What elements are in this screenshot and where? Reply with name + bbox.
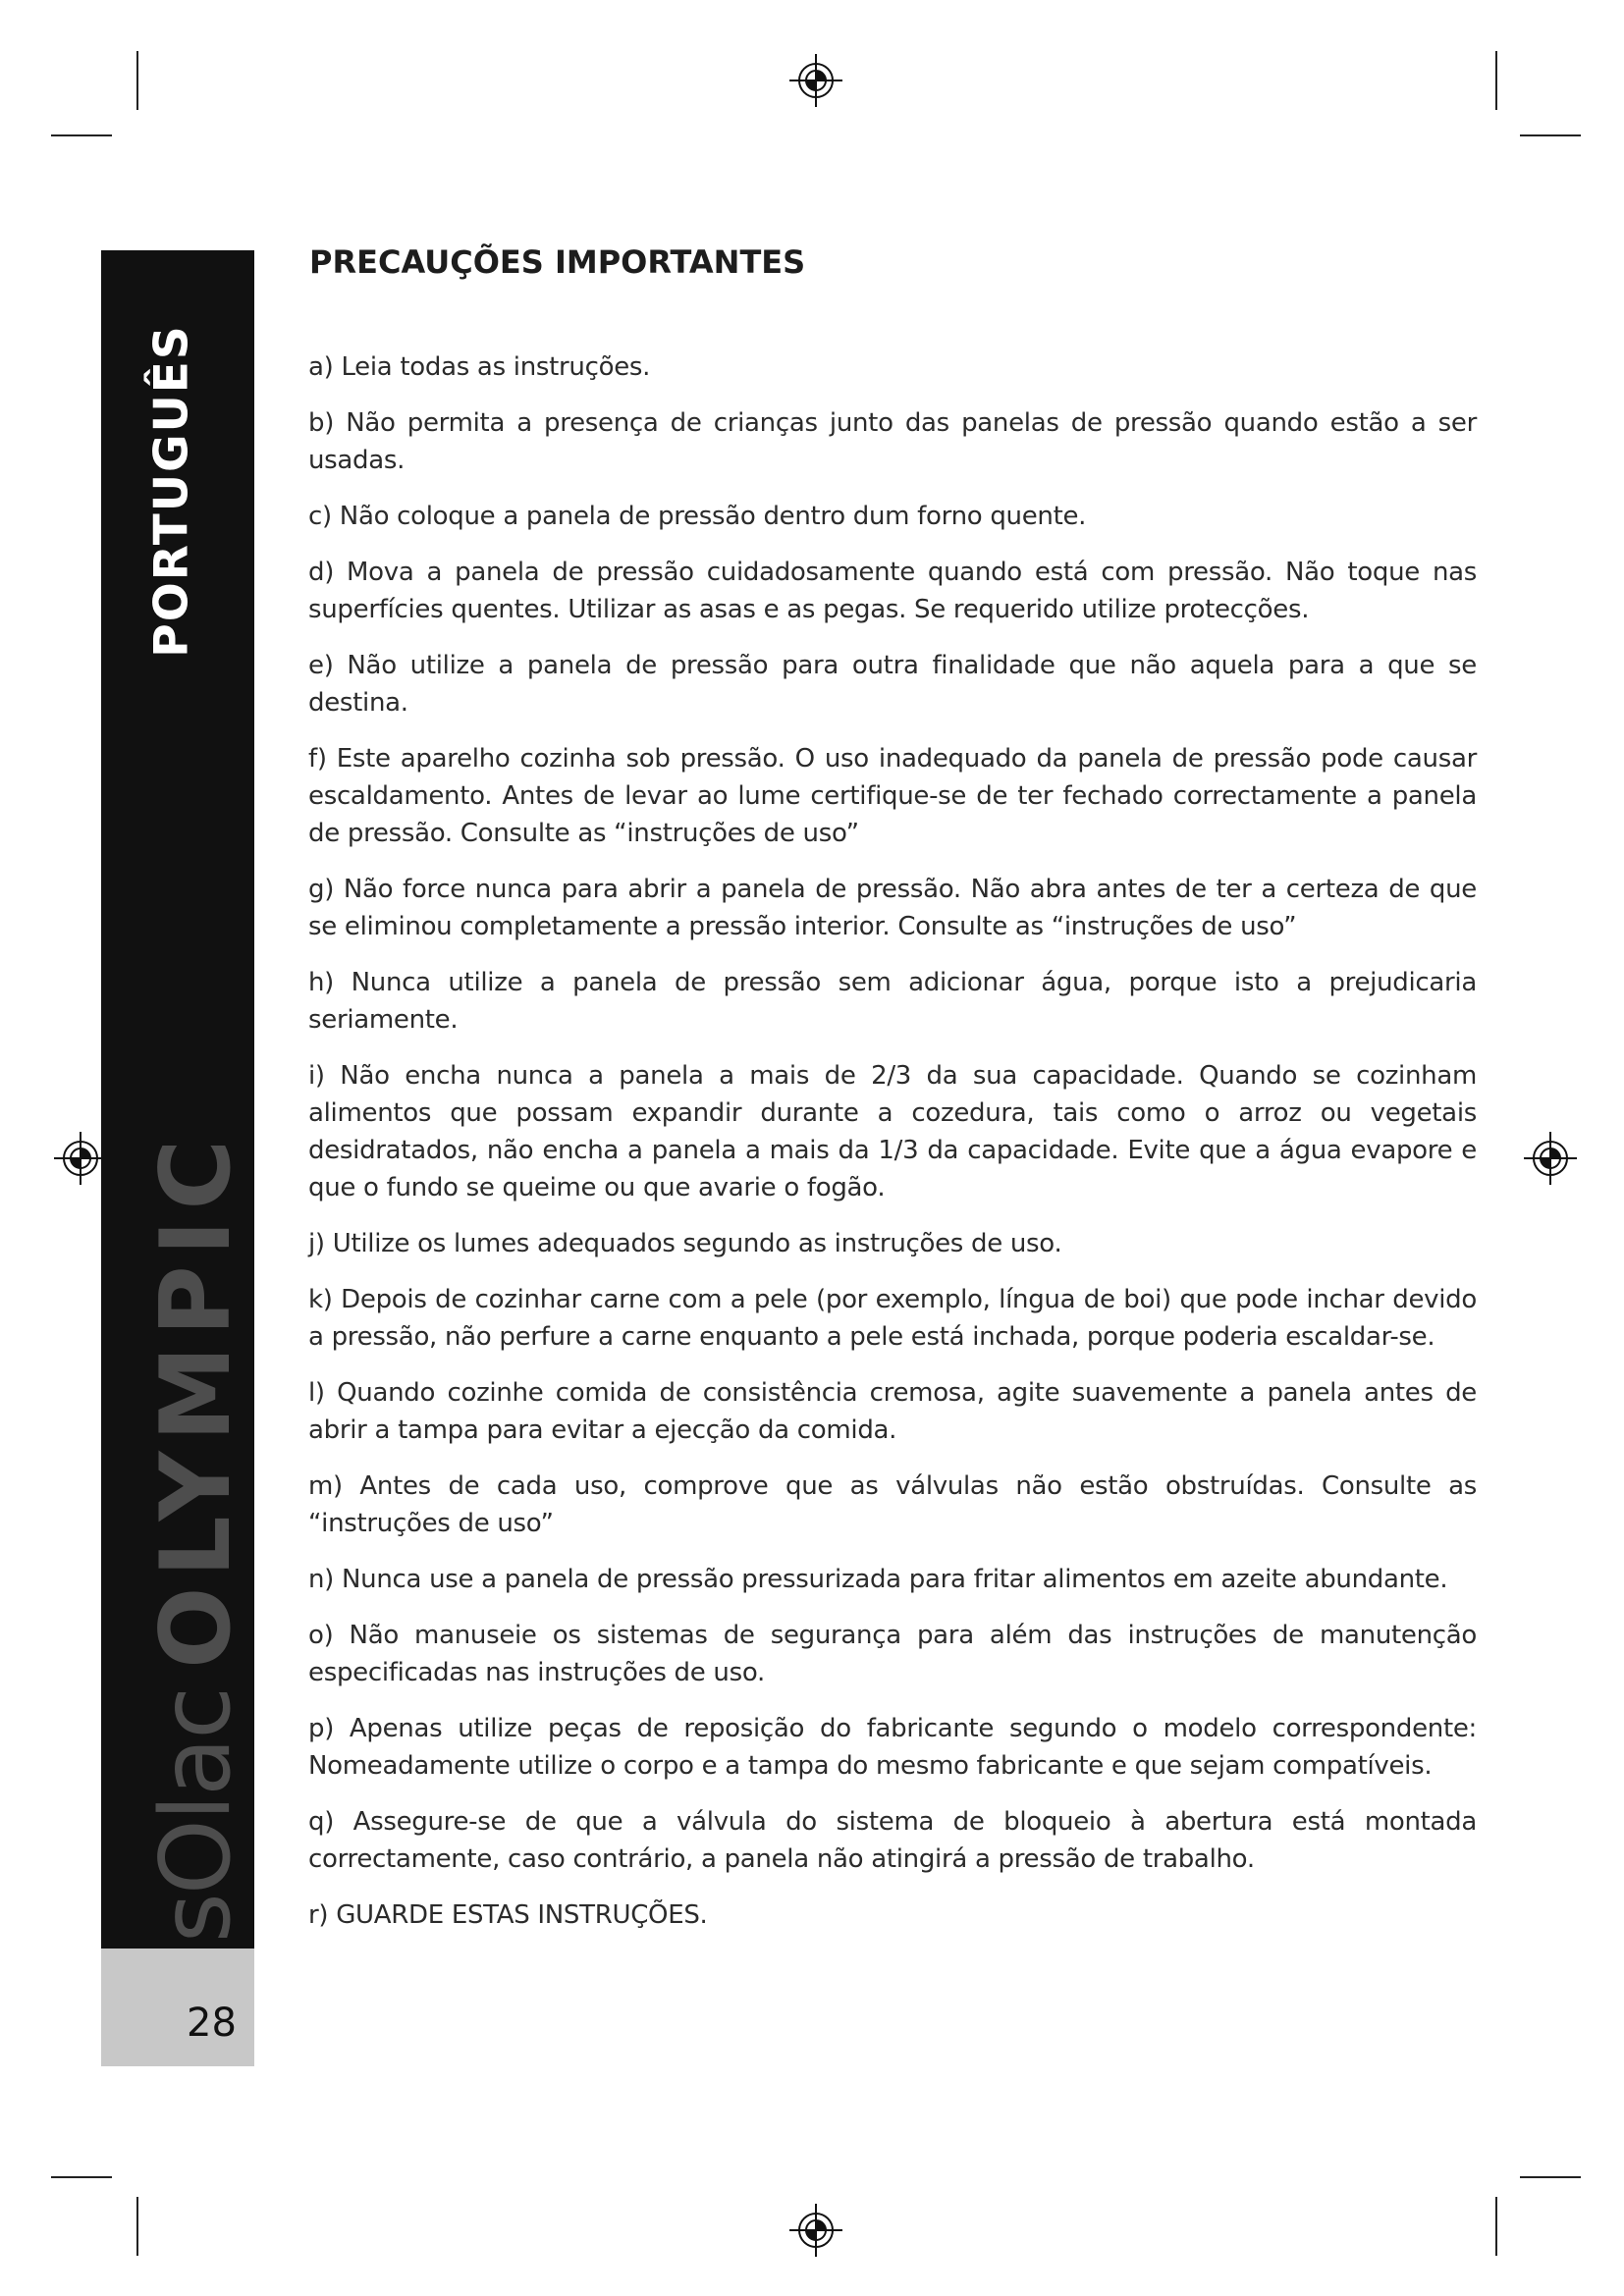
language-label: PORTUGUÊS bbox=[144, 324, 199, 658]
registration-mark-icon bbox=[789, 54, 842, 107]
precaution-item: r) GUARDE ESTAS INSTRUÇÕES. bbox=[308, 1900, 708, 1930]
precaution-item: f) Este aparelho cozinha sob pressão. O uso inadequado da panela de pressão pode causar escaldamento. Antes de levar ao lume certifique-se de ter fechado correctamente a panela de pressão. Consulte as “instruções de uso” bbox=[308, 744, 1477, 848]
precaution-item: m) Antes de cada uso, comprove que as válvulas não estão obstruídas. Consulte as “instruções de uso” bbox=[308, 1471, 1477, 1538]
precaution-item: b) Não permita a presença de crianças junto das panelas de pressão quando estão a ser usadas. bbox=[308, 408, 1477, 475]
registration-mark-icon bbox=[789, 2204, 842, 2257]
precaution-item: k) Depois de cozinhar carne com a pele (por exemplo, língua de boi) que pode inchar devido a pressão, não perfure a carne enquanto a pele está inchada, porque poderia escaldar-se. bbox=[308, 1285, 1477, 1352]
precaution-item: h) Nunca utilize a panela de pressão sem adicionar água, porque isto a prejudicaria seriamente. bbox=[308, 968, 1477, 1035]
registration-mark-icon bbox=[1524, 1132, 1577, 1185]
precaution-item: e) Não utilize a panela de pressão para outra finalidade que não aquela para a que se destina. bbox=[308, 651, 1477, 718]
precaution-item: g) Não force nunca para abrir a panela de pressão. Não abra antes de ter a certeza de que se eliminou completamente a pressão interior. Consulte as “instruções de uso” bbox=[308, 875, 1477, 941]
crop-mark-bottom-left bbox=[51, 2176, 112, 2178]
precaution-item: i) Não encha nunca a panela a mais de 2/3 da sua capacidade. Quando se cozinham alimentos que possam expandir durante a cozedura, tais como o arroz ou vegetais desidratados, não encha a panela a mais da 1/3 da capacidade. Evite que a água evapore e que o fundo se queime ou que avarie o fogão. bbox=[308, 1061, 1477, 1202]
brand-logo-olympic: OLYMPIC bbox=[140, 1129, 252, 1669]
crop-mark-bottom-right bbox=[1495, 2197, 1497, 2256]
precaution-item: n) Nunca use a panela de pressão pressurizada para fritar alimentos em azeite abundante. bbox=[308, 1565, 1448, 1594]
crop-mark-top-right bbox=[1520, 134, 1581, 136]
precaution-item: q) Assegure-se de que a válvula do sistema de bloqueio à abertura está montada correctamente, caso contrário, a panela não atingirá a pressão de trabalho. bbox=[308, 1807, 1477, 1874]
precaution-item: p) Apenas utilize peças de reposição do fabricante segundo o modelo correspondente: Nomeadamente utilize o corpo e a tampa do mesmo fabricante e que sejam compatíveis. bbox=[308, 1714, 1477, 1781]
crop-mark-top-left bbox=[51, 134, 112, 136]
crop-mark-bottom-right bbox=[1520, 2176, 1581, 2178]
precaution-item: j) Utilize os lumes adequados segundo as instruções de uso. bbox=[308, 1229, 1062, 1258]
precaution-item: d) Mova a panela de pressão cuidadosamente quando está com pressão. Não toque nas superfícies quentes. Utilizar as asas e as pegas. Se requerido utilize protecções. bbox=[308, 558, 1477, 624]
crop-mark-top-right bbox=[1495, 51, 1497, 110]
crop-mark-bottom-left bbox=[136, 2197, 138, 2256]
precaution-item: a) Leia todas as instruções. bbox=[308, 352, 651, 382]
brand-logo bbox=[140, 1129, 252, 1944]
page-number: 28 bbox=[187, 2001, 237, 2046]
precautions-list bbox=[308, 348, 1477, 1934]
brand-logo-solac: sOlac bbox=[140, 1687, 252, 1944]
registration-mark-icon bbox=[54, 1132, 107, 1185]
precaution-item: l) Quando cozinhe comida de consistência cremosa, agite suavemente a panela antes de abrir a tampa para evitar a ejecção da comida. bbox=[308, 1378, 1477, 1445]
crop-mark-top-left bbox=[136, 51, 138, 110]
precaution-item: c) Não coloque a panela de pressão dentro dum forno quente. bbox=[308, 502, 1087, 531]
section-title: PRECAUÇÕES IMPORTANTES bbox=[309, 243, 806, 281]
precaution-item: o) Não manuseie os sistemas de segurança para além das instruções de manutenção especificadas nas instruções de uso. bbox=[308, 1621, 1477, 1687]
